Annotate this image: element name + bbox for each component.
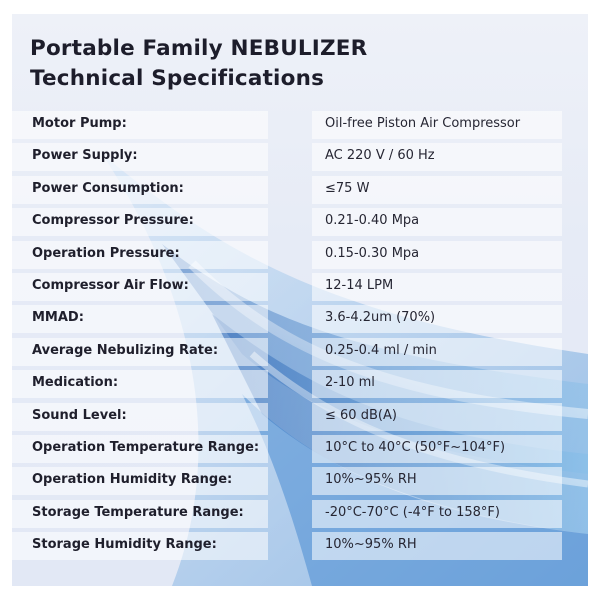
spec-row — [12, 369, 588, 401]
spec-label: Compressor Air Flow: — [32, 277, 189, 293]
spec-value: 12-14 LPM — [325, 277, 394, 293]
spec-value: ≤ 60 dB(A) — [325, 407, 397, 423]
spec-row — [12, 434, 588, 466]
spec-value: Oil-free Piston Air Compressor — [325, 116, 521, 131]
spec-label: Medication: — [32, 375, 119, 391]
title-line-1: Portable Family NEBULIZER — [30, 36, 368, 61]
spec-value: 2-10 ml — [325, 375, 375, 391]
title-line-2: Technical Specifications — [30, 66, 325, 91]
spec-value: -20°C-70°C (-4°F to 158°F) — [325, 504, 500, 520]
spec-value: 10°C to 40°C (50°F~104°F) — [325, 439, 506, 455]
spec-label: Compressor Pressure: — [32, 213, 194, 229]
spec-label: Operation Humidity Range: — [32, 472, 233, 488]
spec-label: Sound Level: — [32, 407, 127, 423]
spec-row — [12, 531, 588, 563]
spec-label: Operation Pressure: — [32, 245, 180, 261]
spec-label: Power Supply: — [32, 148, 138, 164]
spec-label: Operation Temperature Range: — [32, 439, 260, 455]
spec-label: MMAD: — [32, 310, 84, 326]
spec-row — [12, 240, 588, 272]
spec-label: Power Consumption: — [32, 180, 184, 196]
spec-row — [12, 499, 588, 531]
spec-value: 3.6-4.2um (70%) — [325, 310, 436, 326]
spec-row — [12, 337, 588, 369]
spec-value: 0.25-0.4 ml / min — [325, 342, 437, 358]
spec-label: Average Nebulizing Rate: — [32, 342, 219, 358]
spec-label: Motor Pump: — [32, 116, 127, 131]
spec-sheet — [12, 14, 588, 586]
spec-label: Storage Humidity Range: — [32, 537, 217, 553]
spec-row — [12, 175, 588, 207]
spec-label: Storage Temperature Range: — [32, 504, 244, 520]
spec-row — [12, 110, 588, 142]
spec-value: 0.15-0.30 Mpa — [325, 245, 420, 261]
spec-value: 10%~95% RH — [325, 472, 417, 488]
page-title — [30, 34, 367, 94]
spec-row — [12, 402, 588, 434]
spec-row — [12, 466, 588, 498]
spec-value: ≤75 W — [325, 180, 370, 196]
spec-row — [12, 142, 588, 174]
spec-row — [12, 207, 588, 239]
spec-value: 0.21-0.40 Mpa — [325, 213, 420, 229]
spec-row — [12, 304, 588, 336]
spec-table — [12, 110, 588, 563]
spec-value: 10%~95% RH — [325, 537, 417, 553]
spec-row — [12, 272, 588, 304]
spec-value: AC 220 V / 60 Hz — [325, 148, 435, 164]
